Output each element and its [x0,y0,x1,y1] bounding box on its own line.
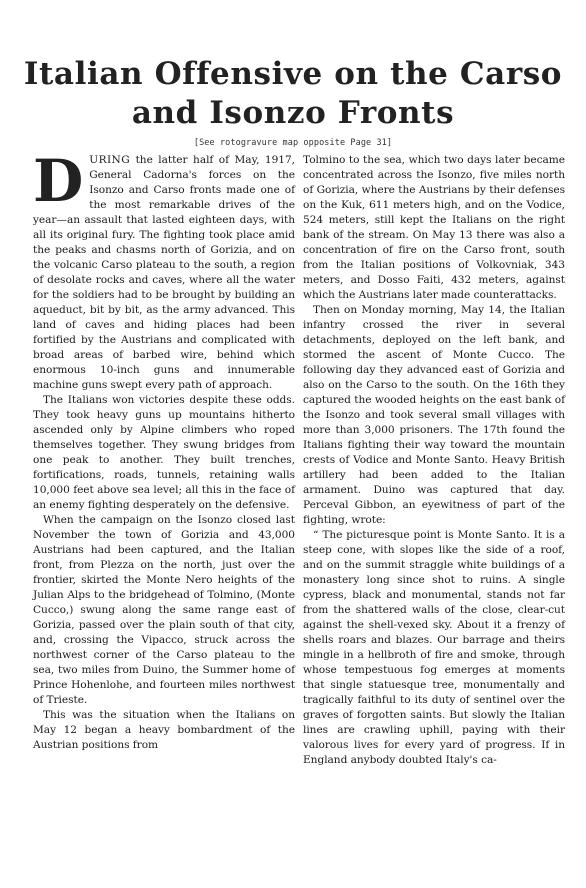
lead-word: URING [89,154,131,166]
map-reference-note: [See rotogravure map opposite Page 31] [193,138,393,148]
article-title-line-1: Italian Offensive on the Carso [23,56,563,92]
left-paragraph-1 [33,147,295,393]
left-paragraph-2: The Italians won victories despite these odds. They took heavy guns up mountains hitherto ascended only by Alpine climbers who roped themselves together. They swung bridges from one peak to another. They built trenches, fortifications, roads, tunnels, retaining walls 10,000 feet above sea level; all this in the face of an enemy fighting desperately on the defensive. [33,394,295,511]
right-paragraph-1: Tolmino to the sea, which two days later became concentrated across the Isonzo, five miles north of Gorizia, where the Austrians by their defenses on the Kuk, 611 meters high, and on the Vodice, 524 meters, still kept the Italians on the right bank of the stream. On May 13 there was also a concentration of fire on the Carso front, south from the Italian positions of Volkovniak, 343 meters, and Dosso Faiti, 432 meters, against which the Austrians later made counterattacks. [303,154,565,301]
right-column [303,153,565,768]
left-column [33,147,295,753]
left-paragraph-1-text: the latter half of May, 1917, General Cadorna's forces on the Isonzo and Carso fronts made one of the most remarkable drives of the year—an assault that lasted eighteen days, with all its original fury. The fighting took place amid the peaks and chasms north of Gorizia, and on the volcanic Carso plateau to the south, a region of desolate rocks and caves, where all the water for the soldiers had to be brought by building an aqueduct, bit by bit, as the army advanced. This land of caves and hiding places had been fortified by the Austrians and complicated with broad areas of barbed wire, behind which enormous 10-inch guns and innumerable machine guns swept every path of approach. [33,154,295,391]
left-paragraph-3: When the campaign on the Isonzo closed last November the town of Gorizia and 43,000 Austrians had been captured, and the Italian front, from Plezza on the north, just over the frontier, skirted the Monte Nero heights of the Julian Alps to the bridgehead of Tolmino, (Monte Cucco,) swung along the same range east of Gorizia, passed over the plain south of that city, and, crossing the Vipacco, struck across the northwest corner of the Carso plateau to the sea, two miles from Duino, the Summer home of Prince Hohenlohe, and fourteen miles northwest of Trieste. [33,514,295,706]
left-paragraph-4: This was the situation when the Italians on May 12 began a heavy bombardment of the Austrian positions from [33,709,295,751]
article-title-line-2: and Isonzo Fronts [131,95,455,131]
drop-cap: D [33,147,84,215]
right-paragraph-3: “ The picturesque point is Monte Santo. It is a steep cone, with slopes like the side of a roof, and on the summit straggle white buildings of a monastery long since shot to ruins. A single cypress, black and monumental, stands not far from the shattered walls of the close, clear-cut against the shell-vexed sky. About it a frenzy of shells roars and blazes. Our barrage and theirs mingle in a hellbroth of fire and smoke, through whose tempestuous fog emerges at moments that single statuesque tree, monumentally and tragically faithful to its duty of sentinel over the graves of forgotten saints. But slowly the Italian lines are crawling uphill, paying with their valorous lives for every yard of progress. If in England anybody doubted Italy's ca- [303,529,565,766]
right-paragraph-2: Then on Monday morning, May 14, the Italian infantry crossed the river in several detachments, deployed on the left bank, and stormed the ascent of Monte Cucco. The following day they advanced east of Gorizia and also on the Carso to the south. On the 16th they captured the wooded heights on the east bank of the Isonzo and took several small villages with more than 3,000 prisoners. The 17th found the Italians fighting their way toward the mountain crests of Vodice and Monte Santo. Heavy British artillery had been added to the Italian armament. Duino was captured that day. Perceval Gibbon, an eyewitness of part of the fighting, wrote: [303,304,565,526]
